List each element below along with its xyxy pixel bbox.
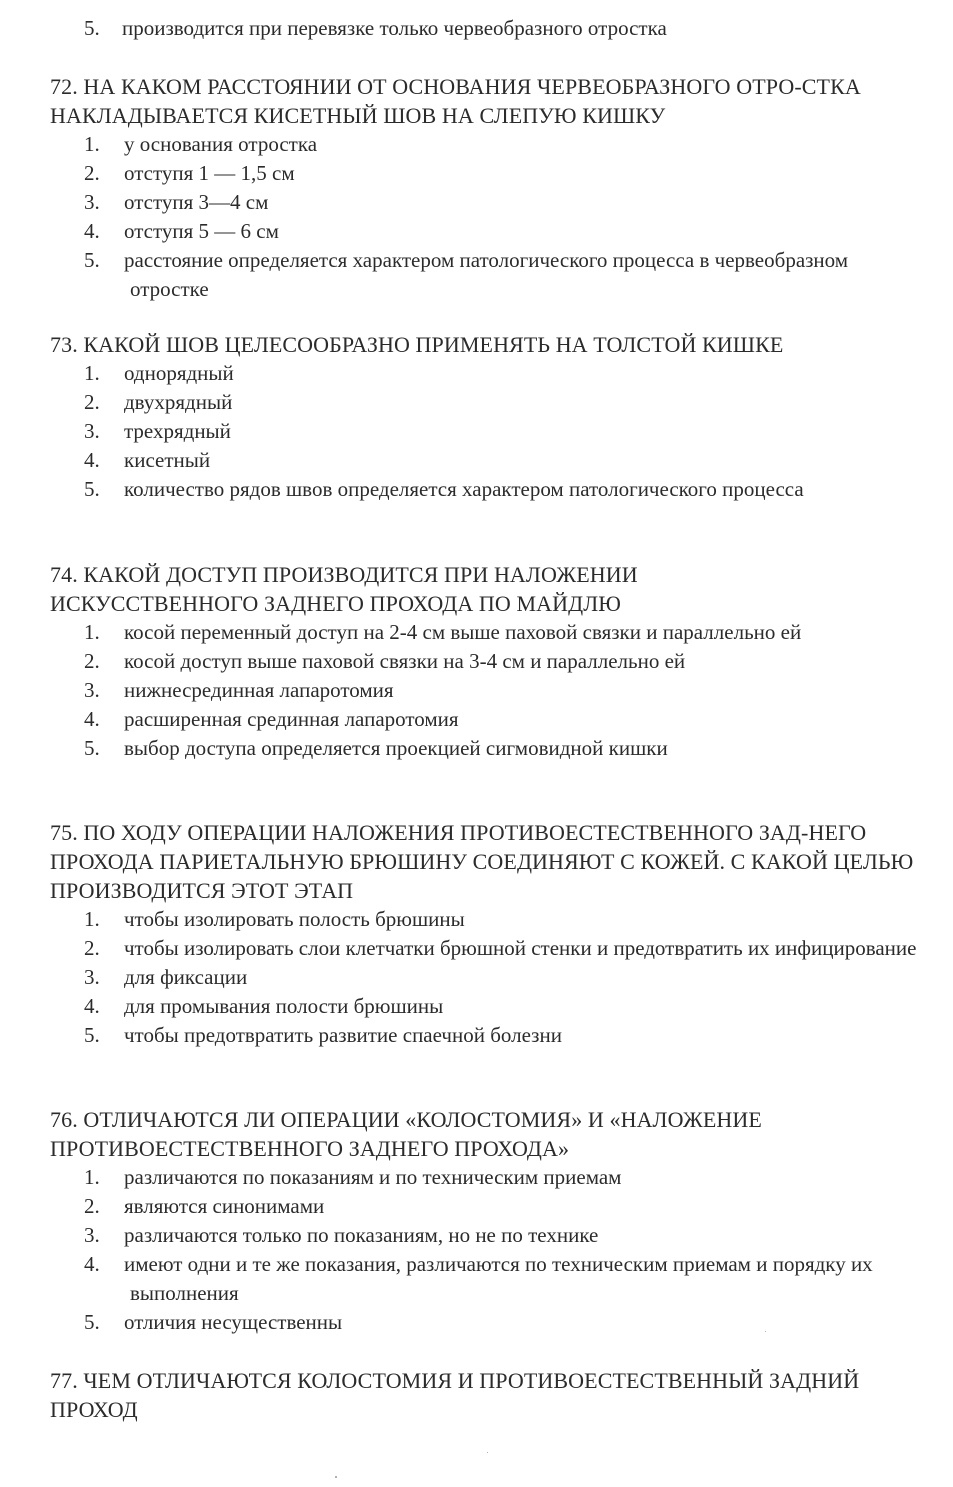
- answer-text: кисетный: [124, 448, 211, 472]
- question-title: 74. КАКОЙ ДОСТУП ПРОИЗВОДИТСЯ ПРИ НАЛОЖЕНИИ ИСКУССТВЕННОГО ЗАДНЕГО ПРОХОДА ПО МАЙДЛЮ: [50, 562, 638, 616]
- answer-item: [50, 676, 925, 705]
- answer-number: 5.: [84, 1310, 100, 1334]
- answer-item: [50, 934, 925, 963]
- answer-text: трехрядный: [124, 419, 231, 443]
- answer-list: [50, 618, 925, 763]
- question-76: [50, 1105, 925, 1337]
- answer-text: имеют одни и те же показания, различаются по техническим приемам и порядку их выполнения: [124, 1252, 873, 1305]
- answer-item: [50, 1192, 925, 1221]
- answer-text: расстояние определяется характером патологического процесса в червеобразном отростке: [124, 248, 849, 301]
- answer-number: 3.: [84, 190, 100, 214]
- answer-text: для промывания полости брюшины: [124, 994, 444, 1018]
- answer-number: 4.: [84, 707, 100, 731]
- answer-item: [50, 188, 925, 217]
- answer-text: расширенная срединная лапаротомия: [124, 707, 459, 731]
- answer-number: 1.: [84, 620, 100, 644]
- answer-item: [50, 905, 925, 934]
- answer-text: отличия несущественны: [124, 1310, 343, 1334]
- answer-number: 4.: [84, 1252, 100, 1276]
- answer-number: 4.: [84, 448, 100, 472]
- answer-item: [50, 1021, 925, 1050]
- question-title: 77. ЧЕМ ОТЛИЧАЮТСЯ КОЛОСТОМИЯ И ПРОТИВОЕСТЕСТВЕННЫЙ ЗАДНИЙ ПРОХОД: [50, 1368, 860, 1422]
- answer-text: для фиксации: [124, 965, 248, 989]
- answer-number: 2.: [84, 1194, 100, 1218]
- scan-speck: [335, 1476, 337, 1478]
- answer-item: [50, 475, 925, 504]
- answer-item: [50, 618, 925, 647]
- answer-text: чтобы изолировать полость брюшины: [124, 907, 465, 931]
- answer-text: количество рядов швов определяется характером патологического процесса: [124, 477, 804, 501]
- answer-item: [50, 159, 925, 188]
- answer-item: [84, 14, 953, 43]
- question-75: [50, 818, 925, 1050]
- answer-item: [50, 1250, 925, 1308]
- answer-number: 2.: [84, 649, 100, 673]
- question-72: [50, 72, 925, 304]
- answer-number: 5.: [84, 248, 100, 272]
- answer-number: 1.: [84, 361, 100, 385]
- question-title: 73. КАКОЙ ШОВ ЦЕЛЕСООБРАЗНО ПРИМЕНЯТЬ НА ТОЛСТОЙ КИШКЕ: [50, 332, 784, 357]
- answer-list: [50, 905, 925, 1050]
- answer-text: производится при перевязке только червеобразного отростка: [122, 16, 667, 40]
- answer-list: [50, 1163, 925, 1337]
- answer-item: [50, 388, 925, 417]
- question-77: [50, 1366, 925, 1424]
- question-title: 75. ПО ХОДУ ОПЕРАЦИИ НАЛОЖЕНИЯ ПРОТИВОЕСТЕСТВЕННОГО ЗАД-НЕГО ПРОХОДА ПАРИЕТАЛЬНУЮ БРЮШИНУ СОЕДИНЯЮТ С КОЖЕЙ. С КАКОЙ ЦЕЛЬЮ ПРОИЗВОДИТСЯ ЭТОТ ЭТАП: [50, 820, 914, 903]
- answer-text: однорядный: [124, 361, 234, 385]
- answer-number: 1.: [84, 907, 100, 931]
- answer-item: [50, 417, 925, 446]
- answer-item: [50, 963, 925, 992]
- answer-item: [50, 246, 925, 304]
- answer-item: [50, 1163, 925, 1192]
- answer-text: чтобы изолировать слои клетчатки брюшной стенки и предотвратить их инфицирование: [124, 936, 917, 960]
- answer-number: 5.: [84, 736, 100, 760]
- answer-text: отступя 1 — 1,5 см: [124, 161, 295, 185]
- answer-list: [50, 130, 925, 304]
- answer-item: [50, 705, 925, 734]
- question-74: [50, 560, 925, 763]
- answer-list: [50, 359, 925, 504]
- question-title: 76. ОТЛИЧАЮТСЯ ЛИ ОПЕРАЦИИ «КОЛОСТОМИЯ» И «НАЛОЖЕНИЕ ПРОТИВОЕСТЕСТВЕННОГО ЗАДНЕГО ПРОХОДА»: [50, 1107, 762, 1161]
- scan-speck: [765, 1331, 766, 1332]
- answer-item: [50, 1221, 925, 1250]
- question-title: 72. НА КАКОМ РАССТОЯНИИ ОТ ОСНОВАНИЯ ЧЕРВЕОБРАЗНОГО ОТРО-СТКА НАКЛАДЫВАЕТСЯ КИСЕТНЫЙ ШОВ НА СЛЕПУЮ КИШКУ: [50, 74, 861, 128]
- answer-item: [50, 359, 925, 388]
- answer-item: [50, 647, 925, 676]
- answer-number: 2.: [84, 390, 100, 414]
- answer-number: 3.: [84, 965, 100, 989]
- answer-number: 3.: [84, 1223, 100, 1247]
- answer-text: чтобы предотвратить развитие спаечной болезни: [124, 1023, 562, 1047]
- answer-text: отступя 3—4 см: [124, 190, 269, 214]
- answer-number: 3.: [84, 678, 100, 702]
- answer-text: отступя 5 — 6 см: [124, 219, 279, 243]
- answer-item: [50, 217, 925, 246]
- answer-text: различаются по показаниям и по техническим приемам: [124, 1165, 622, 1189]
- answer-text: косой доступ выше паховой связки на 3-4 см и параллельно ей: [124, 649, 686, 673]
- answer-number: 5.: [84, 16, 100, 40]
- answer-item: [50, 1308, 925, 1337]
- answer-text: двухрядный: [124, 390, 233, 414]
- answer-text: являются синонимами: [124, 1194, 325, 1218]
- answer-number: 3.: [84, 419, 100, 443]
- answer-item: [50, 734, 925, 763]
- answer-item: [50, 446, 925, 475]
- answer-number: 5.: [84, 1023, 100, 1047]
- answer-text: косой переменный доступ на 2-4 см выше паховой связки и параллельно ей: [124, 620, 802, 644]
- answer-number: 2.: [84, 161, 100, 185]
- answer-number: 1.: [84, 132, 100, 156]
- answer-item: [50, 992, 925, 1021]
- answer-item: [50, 130, 925, 159]
- answer-number: 4.: [84, 219, 100, 243]
- answer-number: 4.: [84, 994, 100, 1018]
- answer-number: 1.: [84, 1165, 100, 1189]
- answer-number: 2.: [84, 936, 100, 960]
- answer-number: 5.: [84, 477, 100, 501]
- question-73: [50, 330, 925, 504]
- answer-text: различаются только по показаниям, но не по технике: [124, 1223, 599, 1247]
- answer-text: выбор доступа определяется проекцией сигмовидной кишки: [124, 736, 668, 760]
- scan-speck: [487, 1452, 488, 1453]
- answer-text: нижнесрединная лапаротомия: [124, 678, 394, 702]
- answer-text: у основания отростка: [124, 132, 318, 156]
